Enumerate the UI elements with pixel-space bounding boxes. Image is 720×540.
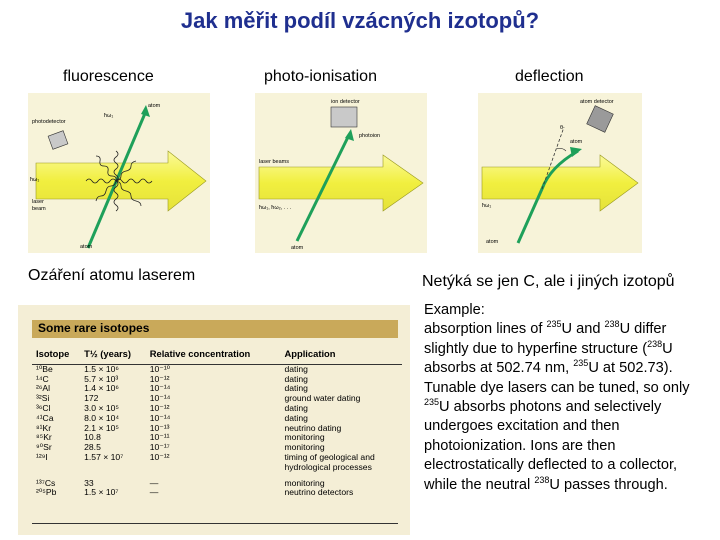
table-cell: neutrino detectors [284, 487, 354, 498]
photodetector-label: photodetector [32, 119, 66, 125]
table-cell: ⁹⁰Sr [36, 442, 52, 453]
rare-isotopes-table-figure [18, 305, 410, 535]
page-title: Jak měřit podíl vzácných izotopů? [180, 8, 540, 33]
table-cell: — [149, 477, 159, 488]
table-cell: ¹⁰Be [36, 363, 53, 374]
table-cell: 28.5 [84, 442, 101, 453]
mass-number: 235 [546, 319, 562, 330]
mass-number: 235 [573, 358, 589, 369]
example-text-part: U absorbs photons and selectively undergoes excitation and then photoionization. Ions are then electrostatically deflected to a collector, while the neutral [424, 399, 678, 493]
table-cell: neutrino dating [284, 422, 342, 433]
example-text-part: U passes through. [549, 476, 668, 493]
column-header: Relative concentration [146, 349, 281, 364]
table-cell: 1.4 × 10⁶ [84, 383, 119, 394]
fluorescence-heading: fluorescence [63, 68, 154, 85]
table-cell: 10⁻¹² [149, 373, 170, 384]
mass-number: 238 [534, 474, 550, 485]
table-cell: 10⁻¹⁴ [149, 393, 171, 404]
example-text [424, 301, 714, 495]
table-cell: timing of geological and [284, 451, 375, 462]
fluorescence-figure [28, 93, 210, 253]
photo-ionisation-heading: photo-ionisation [264, 68, 377, 85]
table-cell: ¹²⁹I [36, 451, 48, 462]
ion-detector-label: ion detector [331, 99, 360, 105]
table-row [32, 488, 402, 498]
mass-number: 235 [424, 397, 440, 408]
table-cell: ¹⁴C [36, 373, 49, 384]
example-text-part: U differ slightly due to hyperfine structure ( [424, 321, 667, 357]
table-cell: ³²Si [36, 393, 50, 404]
hw-top-label: ħω₁ [104, 113, 114, 119]
example-text-part: U and [561, 321, 605, 338]
table-cell: 10⁻¹⁰ [149, 363, 171, 374]
table-body [32, 364, 402, 498]
beam-label: beam [32, 206, 46, 212]
deflection-figure [478, 93, 642, 253]
table-cell: 10⁻¹⁴ [149, 412, 171, 423]
photodetector-box [48, 131, 68, 150]
table-cell: monitoring [284, 442, 325, 453]
laser-label: laser [32, 199, 44, 205]
table-cell: ground water dating [284, 393, 361, 404]
table-cell: ⁴¹Ca [36, 412, 54, 423]
hw-label: ħω₁ [482, 203, 492, 209]
laser-beam-arrow [36, 151, 206, 211]
table-cell [32, 463, 80, 473]
table-cell: dating [284, 363, 308, 374]
table-cell: 1.57 × 10⁷ [84, 451, 124, 462]
caption-other-isotopes: Netýká se jen C, ale i jiných izotopů [422, 273, 675, 290]
atom-detector-label: atom detector [580, 99, 614, 105]
table-cell: 10.8 [84, 432, 101, 443]
mass-number: 238 [604, 319, 620, 330]
table-bottom-rule [32, 523, 398, 524]
table-cell [146, 463, 281, 473]
table-cell: hydrological processes [284, 461, 372, 472]
table-cell: ⁸¹Kr [36, 422, 52, 433]
example-text-part: absorption lines of [424, 321, 547, 338]
photoion-label: photoion [359, 133, 381, 139]
table-cell: ³⁶Cl [36, 402, 51, 413]
example-heading: Example: [424, 302, 485, 318]
laser-beams-label: laser beams [259, 159, 289, 165]
table-row [32, 463, 402, 473]
table-cell: ²⁰⁵Pb [36, 487, 57, 498]
column-header: Isotope [32, 349, 80, 364]
deflection-heading: deflection [515, 68, 584, 85]
example-text-part: U absorbs at 502.74 nm, [424, 340, 673, 377]
table-cell: dating [284, 383, 308, 394]
frequencies-label: ħω₁, ħω₂, . . . [259, 205, 292, 211]
table-cell: 1.5 × 10⁷ [84, 487, 119, 498]
atom-bottom-label: atom [486, 239, 499, 245]
column-header: Application [280, 349, 402, 364]
table-cell: 10⁻¹¹ [149, 432, 170, 443]
rare-isotopes-table [32, 349, 402, 498]
ion-detector-box [331, 107, 357, 127]
table-cell: — [149, 487, 159, 498]
table-cell: dating [284, 412, 308, 423]
caption-irradiation: Ozáření atomu laserem [28, 267, 196, 284]
table-row [32, 473, 402, 489]
table-cell: ⁸⁵Kr [36, 432, 52, 443]
table-title-bar [32, 320, 398, 338]
table-cell: monitoring [284, 432, 325, 443]
table-cell: 10⁻¹⁷ [149, 442, 170, 453]
column-header: T½ (years) [80, 349, 146, 364]
atom-detector-box [587, 106, 614, 133]
photo-ionisation-figure [255, 93, 427, 253]
table-cell: 1.5 × 10⁶ [84, 363, 119, 374]
table-cell: 5.7 × 10³ [84, 373, 119, 384]
table-cell: 3.0 × 10⁵ [84, 402, 119, 413]
table-cell: 172 [84, 393, 99, 404]
table-cell: 33 [84, 477, 94, 488]
atom-label: atom [291, 245, 304, 251]
atom-right-label: atom [570, 139, 583, 145]
hw-left-label: ħω₁ [30, 177, 40, 183]
atom-bottom-label: atom [80, 244, 93, 250]
table-cell: dating [284, 402, 308, 413]
example-text-part: U at 502.73). Tunable dye lasers can be tuned, so only [424, 360, 690, 396]
atom-top-label: atom [148, 103, 161, 109]
table-cell: monitoring [284, 477, 325, 488]
mass-number: 238 [647, 338, 663, 349]
table-cell: ¹³⁷Cs [36, 477, 56, 488]
table-cell: dating [284, 373, 308, 384]
table-cell: ²⁶Al [36, 383, 51, 394]
theta-label: θ [560, 125, 564, 131]
table-title: Some rare isotopes [38, 321, 150, 335]
table-cell: 10⁻¹⁴ [149, 383, 171, 394]
table-cell: 10⁻¹² [149, 451, 170, 462]
table-cell: 10⁻¹³ [149, 422, 170, 433]
table-cell: 10⁻¹² [149, 402, 170, 413]
table-cell: 2.1 × 10⁵ [84, 422, 119, 433]
table-cell [80, 463, 146, 473]
table-cell: 8.0 × 10⁴ [84, 412, 120, 423]
